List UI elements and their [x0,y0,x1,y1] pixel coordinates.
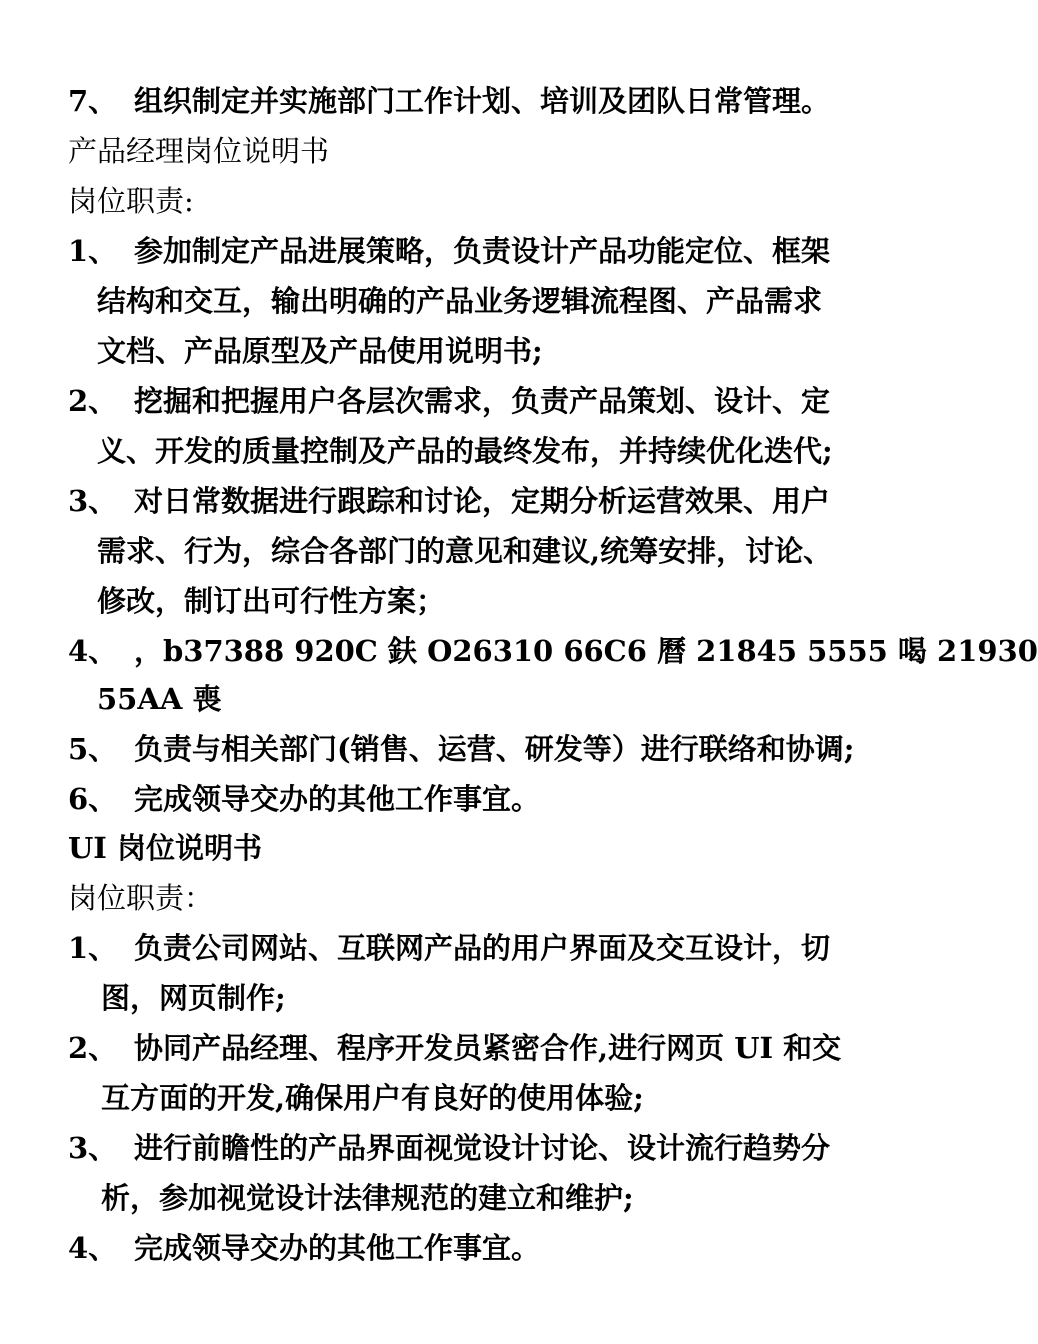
section-title-text: UI 岗位说明书 [68,831,262,865]
list-item-number: 3、 [68,484,118,518]
section-title-ui [68,823,898,873]
list-item-text: 对日常数据进行跟踪和讨论，定期分析运营效果、用户 [134,484,831,518]
list-item-continuation: 文档、产品原型及产品使用说明书; [97,334,543,368]
list-item-text: 负责公司网站、互联网产品的用户界面及交互设计，切 [134,931,831,965]
list-item-text: ，b37388 920C 鈇 O26310 66C6 曆 21845 5555 喝 21930 [134,634,1038,668]
list-item-continuation: 修改，制订出可行性方案； [97,584,446,618]
list-item [68,376,898,426]
list-item-text: 完成领导交办的其他工作事宜。 [134,1231,541,1265]
list-item-number: 2、 [68,384,118,418]
list-item [68,923,898,973]
list-item-continuation: 义、开发的质量控制及产品的最终发布，并持续优化迭代; [97,434,833,468]
list-item [68,226,898,276]
list-item [68,1023,898,1073]
list-item-number: 1、 [68,931,118,965]
list-item-continuation: 结构和交互，输出明确的产品业务逻辑流程图、产品需求 [97,284,823,318]
list-item [68,724,898,774]
list-item-number: 4、 [68,634,118,668]
list-item-continuation: 互方面的开发,确保用户有良好的使用体验; [101,1081,644,1115]
list-item-number: 3、 [68,1131,118,1165]
list-item-number: 1、 [68,234,118,268]
list-item-text: 组织制定并实施部门工作计划、培训及团队日常管理。 [134,84,831,118]
list-item [68,1223,898,1273]
list-item [68,476,898,526]
list-item-text: 协同产品经理、程序开发员紧密合作,进行网页 UI 和交 [134,1031,842,1065]
duties-heading: 岗位职责: [68,184,194,218]
list-item [68,76,898,126]
list-item-number: 6、 [68,782,118,816]
list-item [68,1123,898,1173]
list-item-text: 挖掘和把握用户各层次需求，负责产品策划、设计、定 [134,384,831,418]
list-item [68,774,898,824]
duties-heading: 岗位职责： [68,881,214,915]
list-item-number: 2、 [68,1031,118,1065]
list-item-continuation: 图，网页制作; [101,981,286,1015]
list-item-number: 5、 [68,732,118,766]
list-item-continuation: 析，参加视觉设计法律规范的建立和维护; [101,1181,634,1215]
list-item-text: 负责与相关部门(销售、运营、研发等）进行联络和协调; [134,732,855,766]
list-item-text: 完成领导交办的其他工作事宜。 [134,782,541,816]
list-item-text: 进行前瞻性的产品界面视觉设计讨论、设计流行趋势分 [134,1131,831,1165]
list-item-continuation: 55AA 喪 [97,682,222,716]
list-item-continuation: 需求、行为，综合各部门的意见和建议,统筹安排，讨论、 [97,534,833,568]
list-item [68,626,1038,676]
section-title-product-manager: 产品经理岗位说明书 [68,134,330,168]
list-item-number: 4、 [68,1231,118,1265]
list-item-number: 7、 [68,84,118,118]
list-item-text: 参加制定产品进展策略，负责设计产品功能定位、框架 [134,234,831,268]
